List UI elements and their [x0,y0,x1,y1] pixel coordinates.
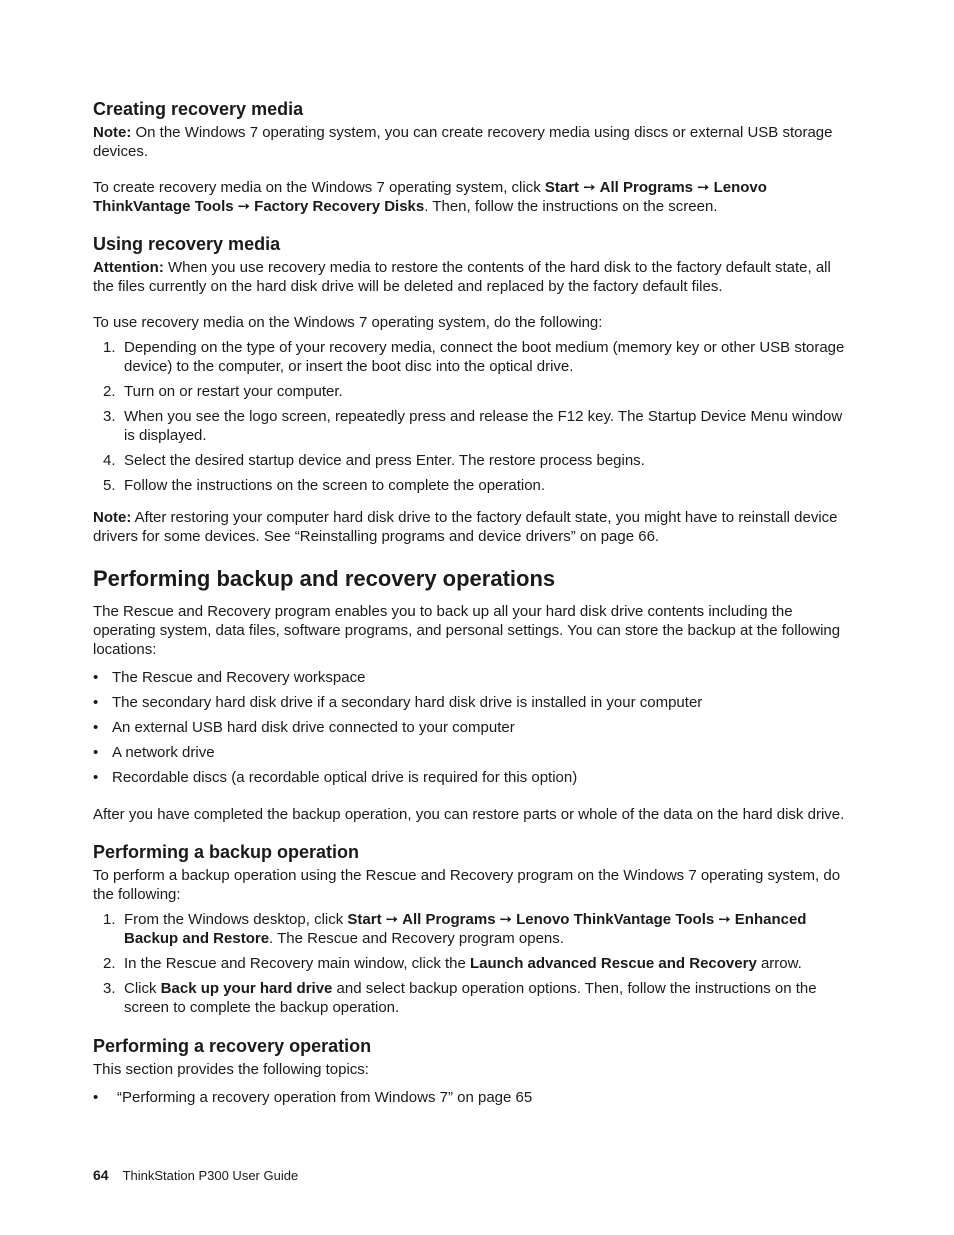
bullet-text: The Rescue and Recovery workspace [112,669,366,686]
heading-backup-recovery-operations: Performing backup and recovery operations [93,566,556,591]
backup-locations-list [93,668,853,787]
step-number: 1. [103,339,116,356]
list-item [93,451,853,470]
menu-lenovo-tools: Lenovo ThinkVantage Tools [516,911,715,928]
step-number: 3. [103,408,116,425]
recovery-intro: This section provides the following topics: [93,1061,369,1078]
footer-title: ThinkStation P300 User Guide [122,1168,299,1183]
attention-paragraph [93,258,853,296]
menu-all-programs: All Programs [402,911,496,928]
step-text: Turn on or restart your computer. [124,383,343,400]
use-media-steps [93,338,853,495]
step-number: 2. [103,955,116,972]
heading-performing-backup: Performing a backup operation [93,842,360,862]
text: In the Rescue and Recovery main window, click the [124,955,471,972]
note-label: Note: [93,509,132,526]
list-item [93,768,853,787]
use-media-intro: To use recovery media on the Windows 7 operating system, do the following: [93,314,603,331]
arrow-icon: ➙ [583,179,596,196]
list-item [93,338,853,376]
step-text: Follow the instructions on the screen to complete the operation. [124,477,546,494]
text: . The Rescue and Recovery program opens. [269,930,564,947]
step-number: 5. [103,477,116,494]
note-label: Note: [93,124,132,141]
step-number: 2. [103,383,116,400]
note-paragraph-2 [93,508,853,546]
arrow-icon: ➙ [718,911,731,928]
menu-lenovo-tools: Lenovo ThinkVantage Tools [93,179,767,215]
text: To create recovery media on the Windows 7 operating system, click [93,179,545,196]
list-item [93,743,853,762]
text: . Then, follow the instructions on the screen. [424,198,718,215]
menu-start: Start [544,179,580,196]
bullet-icon: • [93,1089,99,1106]
arrow-icon: ➙ [385,911,399,928]
heading-using-recovery-media: Using recovery media [93,234,281,254]
menu-enhanced-backup: Enhanced Backup and Restore [124,911,807,947]
step-number: 3. [103,980,116,997]
list-item [93,693,853,712]
bullet-text: “Performing a recovery operation from Windows 7” on page 65 [117,1089,533,1106]
bullet-icon: • [93,744,99,761]
menu-start: Start [347,911,382,928]
bullet-text: A network drive [112,744,215,761]
page-content [93,98,853,1113]
bullet-icon: • [93,669,99,686]
arrow-icon: ➙ [499,911,513,928]
text: arrow. [756,955,802,972]
step-text: Select the desired startup device and press Enter. The restore process begins. [124,452,645,469]
arrow-icon: ➙ [697,179,710,196]
backup-operation-intro: To perform a backup operation using the Rescue and Recovery program on the Windows 7 operating system, do the following: [93,867,841,903]
list-item [93,668,853,687]
list-item [93,954,853,973]
attention-label: Attention: [93,259,164,276]
bullet-text: An external USB hard disk drive connected to your computer [112,719,515,736]
list-item [93,718,853,737]
backup-intro: The Rescue and Recovery program enables you to back up all your hard disk drive contents including the operating system, data files, software programs, and personal settings. You can store the backup at the following locations: [93,603,841,658]
page-number: 64 [93,1167,109,1183]
page-footer [93,1166,298,1185]
step-text: When you see the logo screen, repeatedly press and release the F12 key. The Startup Device Menu window is displayed. [124,408,843,444]
heading-performing-recovery: Performing a recovery operation [93,1036,372,1056]
menu-all-programs: All Programs [599,179,694,196]
bullet-icon: • [93,694,99,711]
note-text: On the Windows 7 operating system, you can create recovery media using discs or external USB storage devices. [93,124,833,160]
note-paragraph-1 [93,123,853,161]
text: Click [124,980,161,997]
bullet-text: The secondary hard disk drive if a secondary hard disk drive is installed in your computer [112,694,703,711]
bullet-icon: • [93,719,99,736]
text: and select backup operation options. Then, follow the instructions on the screen to complete the backup operation. [124,980,817,1016]
attention-text: When you use recovery media to restore the contents of the hard disk to the factory default state, all the files currently on the hard disk drive will be deleted and replaced by the factory default files. [93,259,831,295]
list-item [93,382,853,401]
backup-steps [93,910,853,1017]
bullet-text: Recordable discs (a recordable optical drive is required for this option) [112,769,578,786]
bullet-icon: • [93,769,99,786]
step-number: 4. [103,452,116,469]
list-item [93,407,853,445]
recovery-topics-list [93,1088,853,1107]
note-text: After restoring your computer hard disk drive to the factory default state, you might have to reinstall device drivers for some devices. See “Reinstalling programs and device drivers” on page 66. [93,509,838,545]
list-item [93,979,853,1017]
menu-factory-recovery-disks: Factory Recovery Disks [254,198,425,215]
list-item [93,1088,853,1107]
launch-advanced-label: Launch advanced Rescue and Recovery [470,955,757,972]
list-item [93,476,853,495]
back-up-hard-drive-label: Back up your hard drive [160,980,333,997]
create-media-paragraph [93,178,853,216]
after-backup-paragraph: After you have completed the backup operation, you can restore parts or whole of the data on the hard disk drive. [93,806,845,823]
heading-creating-recovery-media: Creating recovery media [93,99,304,119]
step-number: 1. [103,911,116,928]
arrow-icon: ➙ [237,198,251,215]
step-text: Depending on the type of your recovery media, connect the boot medium (memory key or other USB storage device) to the computer, or insert the boot disc into the optical drive. [124,339,845,375]
text: From the Windows desktop, click [124,911,348,928]
list-item [93,910,853,948]
